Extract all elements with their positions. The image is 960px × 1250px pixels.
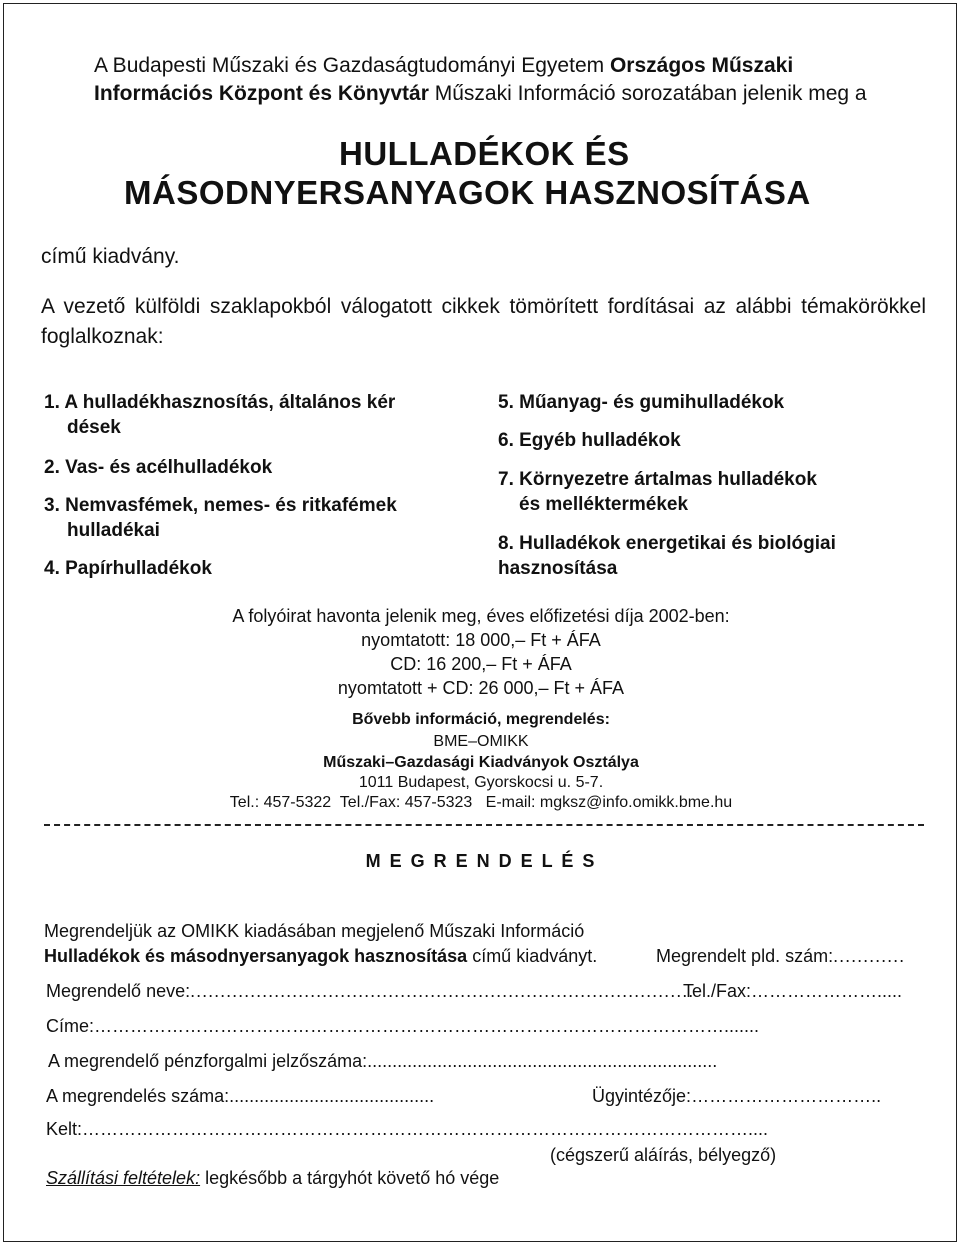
account-field[interactable] — [48, 1051, 897, 1072]
quantity-field[interactable] — [656, 946, 905, 967]
order-line2-rest: című kiadványt. — [467, 946, 598, 966]
contact-dept: Műszaki–Gazdasági Kiadványok Osztálya — [323, 754, 639, 771]
description: A vezető külföldi szaklapokból válogatott cikkek tömörített fordításai az alábbi témakörökkel foglalkoznak: — [41, 295, 926, 348]
intro-line2: Műszaki Információ sorozatában jelenik meg a — [428, 82, 867, 105]
name-label: Megrendelő neve: — [46, 981, 191, 1001]
publication-name: Hulladékok és másodnyersanyagok hasznosítása — [44, 946, 468, 966]
clerk-label: Ügyintézője: — [592, 1086, 692, 1106]
topic-5: 5. Műanyag- és gumihulladékok — [498, 392, 785, 413]
publication-note: című kiadvány. — [41, 245, 180, 268]
order-line2 — [44, 946, 597, 967]
date-label: Kelt: — [46, 1119, 83, 1139]
clerk-field[interactable] — [592, 1086, 916, 1107]
account-label: A megrendelő pénzforgalmi jelzőszáma: — [48, 1051, 368, 1071]
clerk-dots: ………………………….. — [691, 1086, 882, 1106]
address-field[interactable] — [46, 1016, 914, 1037]
contact-heading: Bővebb információ, megrendelés: — [352, 711, 610, 728]
contact-org: BME–OMIKK — [433, 733, 529, 750]
name-field[interactable] — [46, 981, 694, 1002]
title-line2: MÁSODNYERSANYAGOK HASZNOSÍTÁSA — [124, 174, 811, 211]
order-heading: M E G R E N D E L É S — [365, 851, 597, 871]
topic-1-cont: dések — [67, 417, 121, 438]
date-dots: ………………………………………………………………………………………………….... — [82, 1119, 769, 1139]
shipping-label: Szállítási feltételek: — [46, 1168, 201, 1188]
cut-line-divider — [44, 824, 924, 826]
account-dots: ...................................................................... — [367, 1051, 718, 1071]
topic-3-cont: hulladékai — [67, 520, 160, 541]
order-form-page — [3, 3, 957, 1242]
telfax-dots: …………………..... — [751, 981, 903, 1001]
contact-address: 1011 Budapest, Gyorskocsi u. 5-7. — [358, 774, 604, 791]
date-field[interactable] — [46, 1119, 917, 1140]
shipping-terms — [46, 1168, 499, 1189]
price-print: nyomtatott: 18 000,– Ft + ÁFA — [361, 630, 601, 650]
intro-line2-bold: Információs Központ és Könyvtár — [94, 82, 429, 105]
quantity-dots: ............ — [833, 946, 906, 966]
topic-3: 3. Nemvasfémek, nemes- és ritkafémek — [44, 495, 397, 516]
address-label: Címe: — [46, 1016, 95, 1036]
contact-phones: Tel.: 457-5322 Tel./Fax: 457-5323 E-mail: mgksz@info.omikk.bme.hu — [229, 794, 733, 811]
order-number-label: A megrendelés száma: — [46, 1086, 230, 1106]
title-line1: HULLADÉKOK ÉS — [339, 135, 630, 172]
topic-4: 4. Papírhulladékok — [44, 558, 212, 579]
name-dots: .................................................................................... — [190, 981, 695, 1001]
price-cd: CD: 16 200,– Ft + ÁFA — [390, 654, 572, 674]
pricing-intro: A folyóirat havonta jelenik meg, éves előfizetési díja 2002-ben: — [232, 606, 730, 626]
quantity-label: Megrendelt pld. szám: — [656, 946, 834, 966]
order-line1: Megrendeljük az OMIKK kiadásában megjelenő Műszaki Információ — [44, 921, 585, 941]
telfax-label: Tel./Fax: — [683, 981, 752, 1001]
intro-line1-bold: Országos Műszaki — [609, 54, 794, 77]
topic-7: 7. Környezetre ártalmas hulladékok — [498, 469, 817, 490]
price-both: nyomtatott + CD: 26 000,– Ft + ÁFA — [337, 678, 625, 698]
intro-line1: A Budapesti Műszaki és Gazdaságtudományi Egyetem — [94, 54, 610, 77]
intro-text — [94, 52, 867, 108]
telfax-field[interactable] — [683, 981, 902, 1002]
topic-2: 2. Vas- és acélhulladékok — [44, 457, 273, 478]
topic-8-cont: hasznosítása — [498, 558, 618, 579]
address-dots: ……………………………………………………………………………………………....... — [94, 1016, 760, 1036]
topic-8: 8. Hulladékok energetikai és biológiai — [498, 533, 836, 554]
topic-6: 6. Egyéb hulladékok — [498, 430, 681, 451]
topic-7-cont: és melléktermékek — [519, 494, 689, 515]
order-number-dots: ......................................... — [229, 1086, 435, 1106]
order-number-field[interactable] — [46, 1086, 559, 1107]
signature-note: (cégszerű aláírás, bélyegző) — [550, 1145, 777, 1165]
topic-1: 1. A hulladékhasznosítás, általános kér — [44, 392, 396, 413]
shipping-text: legkésőbb a tárgyhót követő hó vége — [200, 1168, 500, 1188]
